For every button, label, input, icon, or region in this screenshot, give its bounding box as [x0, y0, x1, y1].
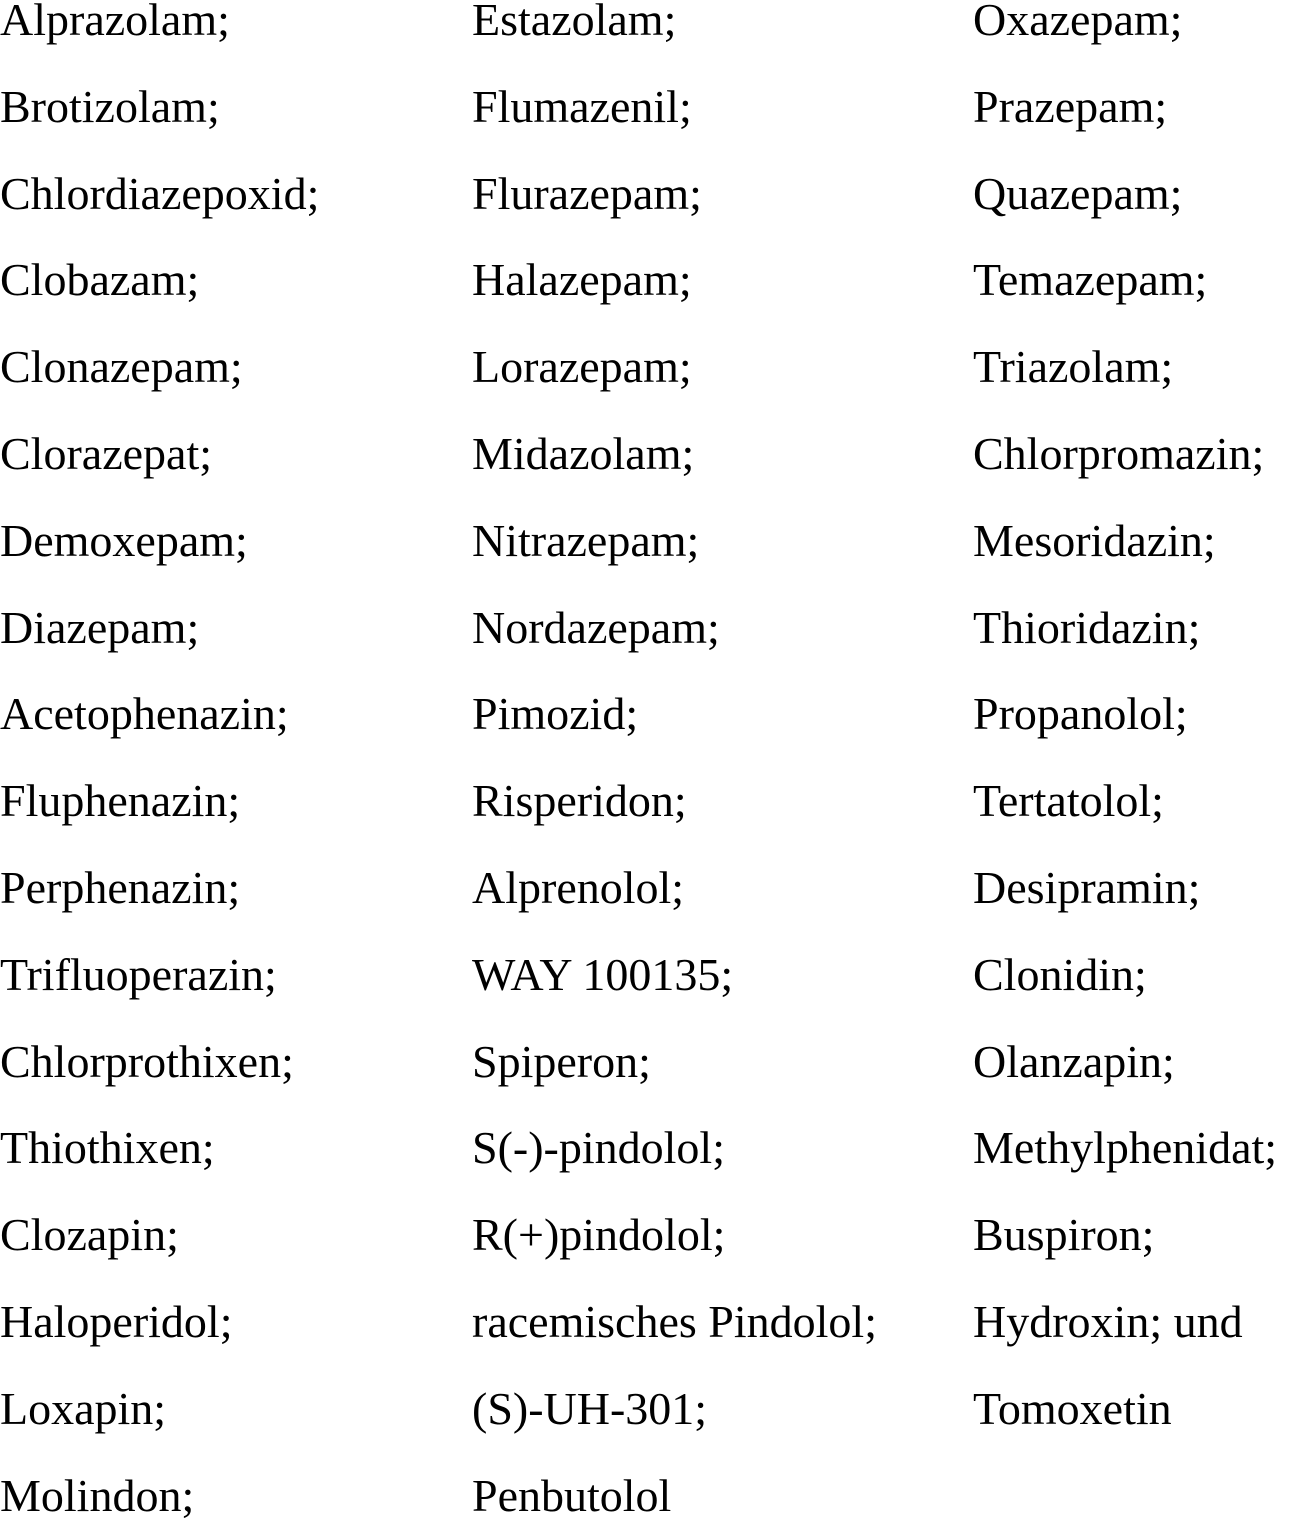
list-item: Lorazepam; [472, 341, 692, 393]
list-item: Temazepam; [973, 254, 1208, 306]
list-item: Mesoridazin; [973, 514, 1216, 566]
list-item: Desipramin; [973, 862, 1201, 913]
list-item: Perphenazin; [0, 862, 241, 913]
list-item: Demoxepam; [0, 514, 248, 566]
list-item: Clonazepam; [0, 341, 243, 393]
list-item: Flurazepam; [472, 167, 702, 219]
list-item: (S)-UH-301; [472, 1382, 708, 1434]
list-item: Alprenolol; [472, 862, 685, 913]
list-item: Loxapin; [0, 1382, 167, 1434]
list-item: Hydroxin; und [973, 1296, 1243, 1347]
list-item: Clorazepat; [0, 428, 213, 479]
list-item: Nitrazepam; [472, 514, 700, 566]
list-item: Flumazenil; [472, 80, 692, 132]
list-item: Diazepam; [0, 601, 200, 653]
list-item: Risperidon; [472, 775, 687, 827]
list-item: R(+)pindolol; [472, 1209, 726, 1261]
list-item: Prazepam; [973, 80, 1168, 132]
list-item: Estazolam; [472, 0, 677, 45]
list-item: WAY 100135; [472, 948, 734, 1000]
list-item: Trifluoperazin; [0, 948, 277, 1000]
list-item: Penbutolol [472, 1469, 672, 1521]
list-item: racemisches Pindolol; [472, 1296, 877, 1347]
list-item: Acetophenazin; [0, 688, 289, 740]
list-item: Pimozid; [472, 688, 639, 740]
list-item: Halazepam; [472, 254, 692, 306]
list-item: Nordazepam; [472, 601, 720, 653]
list-item: Clonidin; [973, 948, 1147, 1000]
list-item: Alprazolam; [0, 0, 230, 45]
list-item: Propanolol; [973, 688, 1188, 740]
list-item: Buspiron; [973, 1209, 1155, 1261]
list-item: Tertatolol; [973, 775, 1164, 827]
list-item: Methylphenidat; [973, 1122, 1278, 1174]
list-item: Tomoxetin [973, 1382, 1172, 1434]
list-item: Thiothixen; [0, 1122, 215, 1174]
list-item: Triazolam; [973, 341, 1174, 393]
list-item: Clobazam; [0, 254, 200, 306]
list-item: Fluphenazin; [0, 775, 241, 827]
list-item: Chlorprothixen; [0, 1035, 294, 1087]
list-item: S(-)-pindolol; [472, 1122, 725, 1174]
list-item: Oxazepam; [973, 0, 1183, 45]
list-item: Brotizolam; [0, 80, 220, 132]
list-item: Olanzapin; [973, 1035, 1175, 1087]
list-item: Chlordiazepoxid; [0, 167, 320, 219]
list-item: Midazolam; [472, 428, 695, 479]
list-item: Clozapin; [0, 1209, 179, 1261]
list-item: Spiperon; [472, 1035, 651, 1087]
list-item: Thioridazin; [973, 601, 1201, 653]
list-item: Quazepam; [973, 167, 1183, 219]
list-item: Chlorpromazin; [973, 428, 1265, 479]
list-item: Haloperidol; [0, 1296, 233, 1347]
list-item: Molindon; [0, 1469, 195, 1521]
